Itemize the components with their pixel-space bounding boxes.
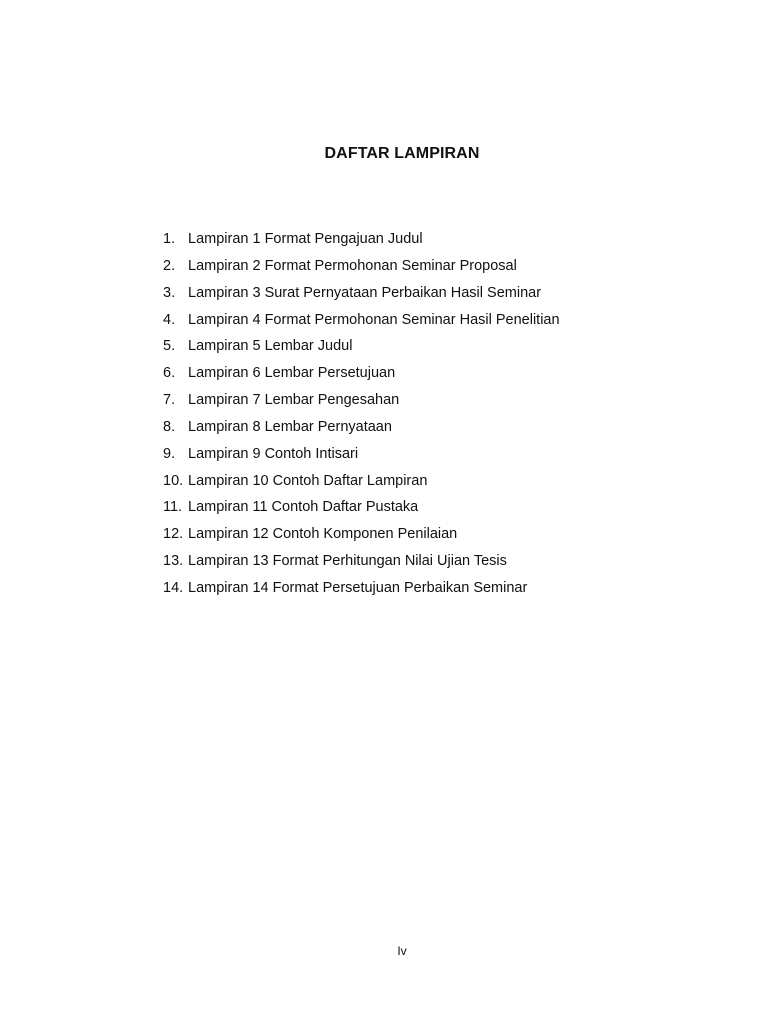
- list-item: [163, 550, 560, 577]
- item-number: 6.: [163, 365, 176, 382]
- list-item: [163, 389, 560, 416]
- item-text: Lampiran 14 Format Persetujuan Perbaikan Seminar: [188, 579, 528, 596]
- item-number: 12.: [163, 526, 184, 543]
- list-item: [163, 335, 560, 362]
- item-text: Lampiran 6 Lembar Persetujuan: [188, 365, 396, 382]
- item-number: 4.: [163, 311, 176, 328]
- list-item: [163, 443, 560, 470]
- item-text: Lampiran 10 Contoh Daftar Lampiran: [188, 472, 428, 489]
- list-item: [163, 523, 560, 550]
- item-text: Lampiran 4 Format Permohonan Seminar Hasil Penelitian: [188, 311, 560, 328]
- item-text: Lampiran 2 Format Permohonan Seminar Proposal: [188, 257, 517, 274]
- item-number: 2.: [163, 257, 176, 274]
- item-number: 1.: [163, 231, 176, 247]
- item-number: 5.: [163, 338, 176, 355]
- list-item: [163, 362, 560, 389]
- list-item: [163, 577, 560, 604]
- item-number: 8.: [163, 418, 176, 435]
- item-text: Lampiran 7 Lembar Pengesahan: [188, 392, 400, 409]
- list-item: [163, 255, 560, 282]
- page-title: DAFTAR LAMPIRAN: [324, 145, 480, 162]
- list-item: [163, 282, 560, 309]
- item-number: 14.: [163, 579, 184, 596]
- item-number: 7.: [163, 392, 176, 409]
- item-text: Lampiran 9 Contoh Intisari: [188, 445, 359, 462]
- item-text: Lampiran 13 Format Perhitungan Nilai Ujian Tesis: [188, 553, 507, 570]
- item-text: Lampiran 1 Format Pengajuan Judul: [188, 231, 423, 247]
- list-item: [163, 228, 560, 255]
- item-number: 10.: [163, 472, 184, 489]
- list-item: [163, 309, 560, 336]
- item-text: Lampiran 8 Lembar Pernyataan: [188, 418, 392, 435]
- item-number: 9.: [163, 445, 176, 462]
- list-item: [163, 470, 560, 497]
- item-number: 11.: [163, 499, 183, 516]
- item-text: Lampiran 12 Contoh Komponen Penilaian: [188, 526, 458, 543]
- attachment-list: [163, 228, 560, 604]
- item-text: Lampiran 5 Lembar Judul: [188, 338, 353, 355]
- item-number: 3.: [163, 284, 176, 301]
- page-number: Iv: [397, 944, 407, 958]
- item-text: Lampiran 3 Surat Pernyataan Perbaikan Hasil Seminar: [188, 284, 542, 301]
- list-item: [163, 496, 560, 523]
- item-text: Lampiran 11 Contoh Daftar Pustaka: [188, 499, 419, 516]
- item-number: 13.: [163, 553, 184, 570]
- list-item: [163, 416, 560, 443]
